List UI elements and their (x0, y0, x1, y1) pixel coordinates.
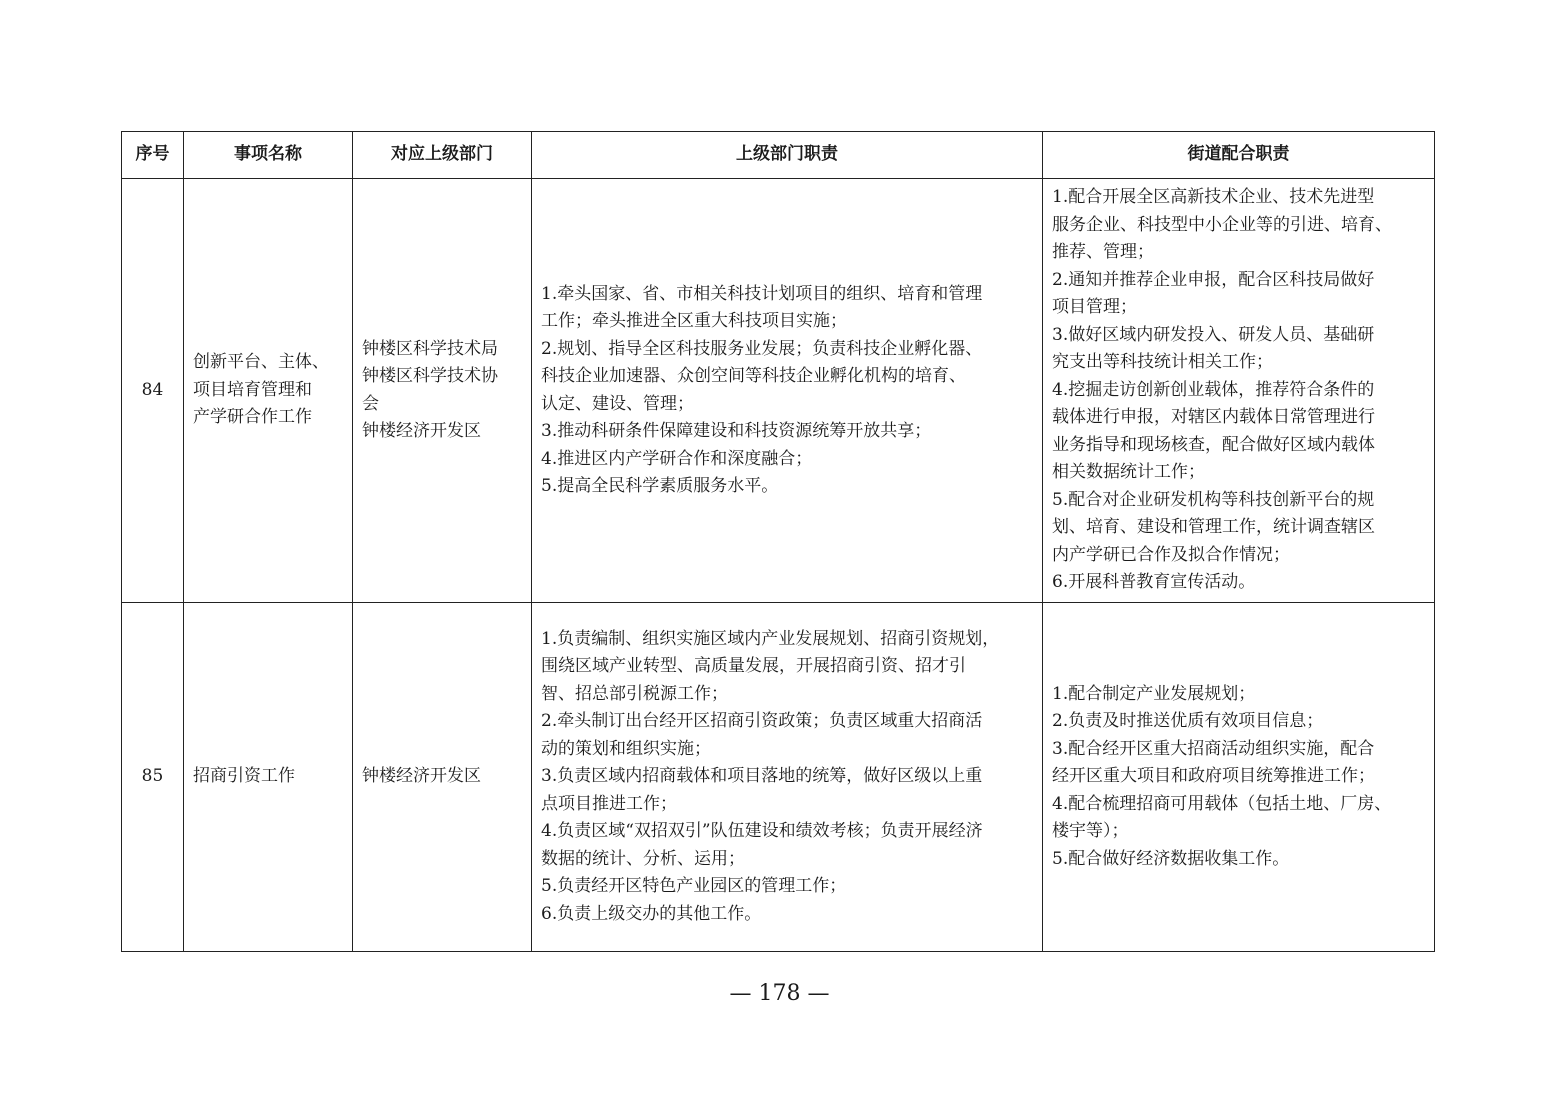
row-street-duties (1043, 179, 1435, 603)
row-street-duties (1043, 603, 1435, 952)
street-duty-line: 4.配合梳理招商可用载体（包括土地、厂房、 (1052, 793, 1392, 814)
street-duty-line: 究支出等科技统计相关工作； (1052, 352, 1273, 373)
row-superior-department (353, 603, 532, 952)
street-duty-line: 推荐、管理； (1052, 242, 1154, 263)
street-duty-line: 1.配合制定产业发展规划； (1052, 683, 1256, 704)
street-duty-line: 3.做好区域内研发投入、研发人员、基础研 (1052, 324, 1375, 345)
duty-line: 4.负责区域“双招双引”队伍建设和绩效考核；负责开展经济 (541, 821, 983, 842)
item-name-line: 创新平台、主体、 (193, 352, 329, 373)
row-item-name (184, 179, 353, 603)
item-name-line: 招商引资工作 (193, 766, 295, 787)
street-duty-line: 项目管理； (1052, 297, 1137, 318)
street-duty-line: 4.挖掘走访创新创业载体，推荐符合条件的 (1052, 379, 1375, 400)
street-duty-line: 划、培育、建设和管理工作，统计调查辖区 (1052, 517, 1375, 538)
duty-line: 1.牵头国家、省、市相关科技计划项目的组织、培育和管理 (541, 283, 983, 304)
row-superior-duties (532, 603, 1043, 952)
street-duty-line: 业务指导和现场核查，配合做好区域内载体 (1052, 434, 1375, 455)
duty-line: 数据的统计、分析、运用； (541, 848, 745, 869)
duty-line: 2.规划、指导全区科技服务业发展；负责科技企业孵化器、 (541, 338, 983, 359)
street-duty-line: 6.开展科普教育宣传活动。 (1052, 572, 1256, 593)
table-row (122, 179, 1435, 603)
header-serial-number: 序号 (122, 132, 184, 179)
duty-line: 动的策划和组织实施； (541, 738, 711, 759)
duty-line: 围绕区域产业转型、高质量发展，开展招商引资、招才引 (541, 656, 966, 677)
duty-line: 4.推进区内产学研合作和深度融合； (541, 448, 813, 469)
row-serial-number: 85 (122, 603, 184, 952)
street-duty-line: 5.配合对企业研发机构等科技创新平台的规 (1052, 489, 1375, 510)
street-duty-line: 服务企业、科技型中小企业等的引进、培育、 (1052, 214, 1392, 235)
duty-line: 智、招总部引税源工作； (541, 683, 728, 704)
street-duty-line: 相关数据统计工作； (1052, 462, 1205, 483)
row-superior-duties (532, 179, 1043, 603)
department-line: 钟楼经济开发区 (362, 421, 481, 441)
department-line: 钟楼区科学技术协 (362, 366, 498, 386)
duty-line: 工作；牵头推进全区重大科技项目实施； (541, 311, 847, 331)
duty-line: 6.负责上级交办的其他工作。 (541, 903, 762, 924)
street-duty-line: 内产学研已合作及拟合作情况； (1052, 544, 1290, 565)
header-street-duties: 街道配合职责 (1043, 132, 1435, 179)
street-duty-line: 载体进行申报，对辖区内载体日常管理进行 (1052, 407, 1375, 428)
row-superior-department (353, 179, 532, 603)
street-duty-line: 2.负责及时推送优质有效项目信息； (1052, 711, 1324, 732)
street-duty-line: 3.配合经开区重大招商活动组织实施，配合 (1052, 738, 1375, 759)
duty-line: 5.提高全民科学素质服务水平。 (541, 476, 779, 496)
header-superior-duties: 上级部门职责 (532, 132, 1043, 179)
duty-line: 1.负责编制、组织实施区域内产业发展规划、招商引资规划， (541, 628, 1000, 649)
department-line: 钟楼经济开发区 (362, 766, 481, 787)
header-superior-department: 对应上级部门 (353, 132, 532, 179)
duty-line: 2.牵头制订出台经开区招商引资政策；负责区域重大招商活 (541, 711, 983, 732)
street-duty-line: 5.配合做好经济数据收集工作。 (1052, 848, 1290, 869)
street-duty-line: 楼宇等）； (1052, 821, 1129, 842)
duty-line: 3.负责区域内招商载体和项目落地的统筹，做好区级以上重 (541, 766, 983, 787)
street-duty-line: 2.通知并推荐企业申报，配合区科技局做好 (1052, 269, 1375, 290)
row-item-name (184, 603, 353, 952)
table-header-row (122, 132, 1435, 179)
duty-line: 认定、建设、管理； (541, 393, 694, 414)
item-name-line: 产学研合作工作 (193, 407, 312, 428)
table-row (122, 603, 1435, 952)
header-item-name: 事项名称 (184, 132, 353, 179)
duties-table (121, 131, 1435, 952)
row-serial-number: 84 (122, 179, 184, 603)
page-number: — 178 — (729, 981, 830, 1006)
department-line: 会 (362, 393, 379, 414)
duty-line: 5.负责经开区特色产业园区的管理工作； (541, 876, 847, 897)
duty-line: 点项目推进工作； (541, 793, 677, 814)
duty-line: 科技企业加速器、众创空间等科技企业孵化机构的培育、 (541, 366, 966, 386)
item-name-line: 项目培育管理和 (193, 379, 312, 400)
department-line: 钟楼区科学技术局 (362, 338, 498, 359)
duty-line: 3.推动科研条件保障建设和科技资源统筹开放共享； (541, 421, 932, 441)
street-duty-line: 1.配合开展全区高新技术企业、技术先进型 (1052, 187, 1375, 208)
street-duty-line: 经开区重大项目和政府项目统筹推进工作； (1052, 766, 1375, 787)
